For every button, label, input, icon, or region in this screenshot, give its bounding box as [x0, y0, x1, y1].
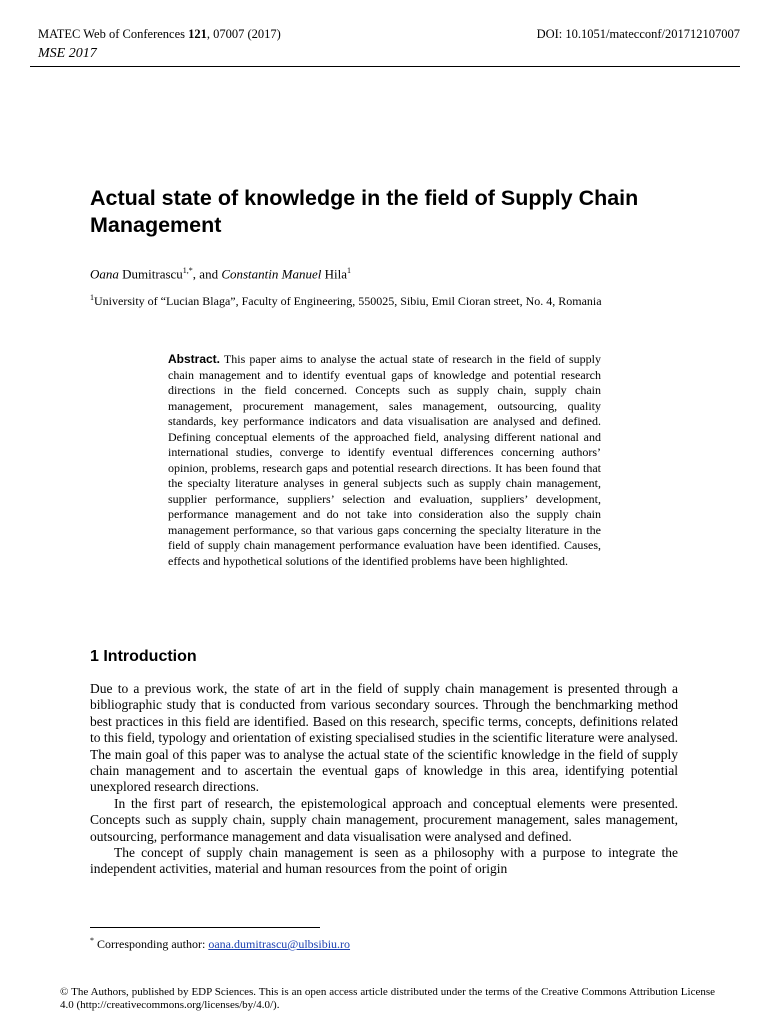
running-header-journal	[38, 27, 281, 42]
article-number: , 07007 (2017)	[206, 27, 281, 41]
journal-name: MATEC Web of Conferences	[38, 27, 185, 41]
author-list	[90, 266, 351, 282]
section-heading: 1 Introduction	[90, 648, 197, 665]
abstract	[168, 352, 601, 569]
paragraph: Due to a previous work, the state of art in the field of supply chain management is presented through a bibliographic study that is conducted from various secondary sources. Through the benchmarking method best practices in this field are identified. Based on this research, specific terms, concepts, definitions related to this field, typology and orientation of existing specialised studies in the scientific literature were analysed. The main goal of this paper was to analyse the actual state of the scientific knowledge in the field of supply chain management and to ascertain the eventual gaps of knowledge in this area, identifying potential unexplored research directions.	[90, 681, 678, 795]
author-1-first-name: Oana	[90, 266, 119, 282]
license-notice: © The Authors, published by EDP Sciences. This is an open access article distributed under the terms of the Creative Commons Attribution License 4.0 (http://creativecommons.org/licenses/by/4.0/).	[60, 986, 715, 1011]
paragraph: The concept of supply chain management is seen as a philosophy with a purpose to integrate the independent activities, material and human resources from the point of origin	[90, 845, 678, 877]
affiliation-text: University of “Lucian Blaga”, Faculty of Engineering, 550025, Sibiu, Emil Cioran street, No. 4, Romania	[94, 294, 602, 308]
section-body	[90, 681, 678, 878]
doi: DOI: 10.1051/matecconf/201712107007	[536, 27, 740, 41]
author-1-last-name: Dumitrascu	[118, 266, 183, 282]
author-separator: , and	[192, 266, 222, 282]
abstract-text: This paper aims to analyse the actual state of research in the field of supply chain management and to identify eventual gaps of knowledge and potential research directions in the field concerned. Concepts such as supply chain, supply chain management, procurement management, sales management, outsourcing, quality standards, key performance indicators and data visualisation are analysed and defined. Defining conceptual elements of the approached field, analysing different national and international studies, converge to identify eventual differences concerning authors’ opinion, problems, research gaps and potential research directions. It has been found that the specialty literature analyses in general subjects such as supply chain management, supplier performance, suppliers’ selection and evaluation, suppliers’ development, performance management and do not take into consideration also the supply chain management performance, so that various gaps concerning the specialty literature in the field of supply chain management performance evaluation have been identified. Causes, effects and hypothetical solutions of the identified problems have been highlighted.	[168, 352, 601, 568]
author-2-last-name: Hila	[321, 266, 347, 282]
corresponding-email-link[interactable]: oana.dumitrascu@ulbsibiu.ro	[208, 937, 351, 951]
paragraph: In the first part of research, the epistemological approach and conceptual elements were presented. Concepts such as supply chain, supply chain management, procurement management, sales management, outsourcing, performance management and data visualisation were analysed and defined.	[90, 795, 678, 844]
header-divider	[30, 66, 740, 67]
footnote-label: Corresponding author:	[94, 937, 209, 951]
author-2-first-name: Constantin Manuel	[221, 266, 322, 282]
author-1-affiliation-mark: 1,*	[182, 266, 193, 275]
conference-name: MSE 2017	[38, 46, 97, 61]
paper-title: Actual state of knowledge in the field of Supply Chain Management	[90, 186, 639, 237]
author-2-affiliation-mark: 1	[347, 266, 351, 275]
journal-volume: 121	[188, 27, 207, 41]
footnote	[90, 936, 350, 952]
affiliation-mark: 1	[90, 293, 94, 302]
abstract-label: Abstract.	[168, 352, 221, 366]
footnote-divider	[90, 927, 320, 928]
affiliation	[90, 290, 680, 309]
footnote-mark: *	[90, 936, 94, 945]
